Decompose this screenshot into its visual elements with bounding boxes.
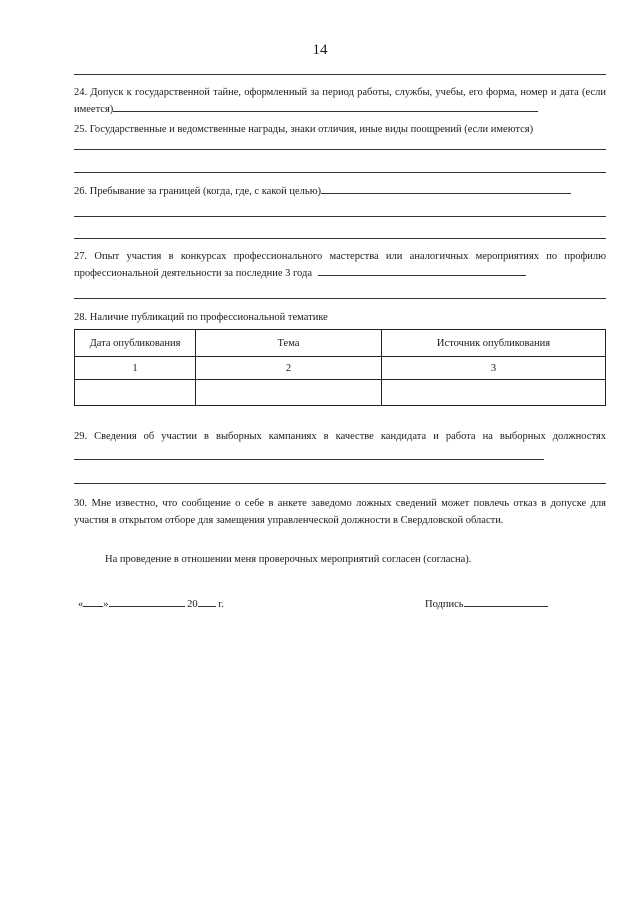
publications-table: [74, 329, 606, 406]
signature-label: Подпись: [425, 599, 464, 610]
item-29: [74, 426, 606, 468]
table-cell: 3: [382, 357, 606, 380]
item-24-text: 24. Допуск к государственной тайне, оформленный за период работы, службы, учебы, его форма, номер и дата (если имеется): [74, 87, 606, 115]
answer-line: [74, 74, 606, 75]
answer-line[interactable]: [321, 183, 571, 194]
page-number: 14: [312, 42, 328, 58]
table-header-source: Источник опубликования: [382, 330, 606, 357]
answer-line[interactable]: [74, 449, 544, 460]
item-28-text: 28. Наличие публикаций по профессиональной тематике: [74, 312, 328, 323]
signature-field: [425, 596, 548, 610]
consent-text: На проведение в отношении меня проверочных мероприятий согласен (согласна).: [105, 554, 472, 565]
table-header-row: [75, 330, 606, 357]
table-header-date: Дата опубликования: [75, 330, 196, 357]
year-suffix: г.: [218, 599, 224, 610]
answer-line[interactable]: [74, 238, 606, 239]
table-cell: 2: [196, 357, 382, 380]
month-line[interactable]: [109, 596, 185, 607]
year-line[interactable]: [198, 596, 216, 607]
day-line[interactable]: [83, 596, 103, 607]
item-29-text: 29. Сведения об участии в выборных кампаниях в качестве кандидата и работа на выборных должностях: [74, 431, 606, 442]
item-25-text: 25. Государственные и ведомственные награды, знаки отличия, иные виды поощрений (если имеются): [74, 124, 534, 135]
date-open-quote: «: [78, 599, 84, 610]
answer-line[interactable]: [74, 298, 606, 299]
table-cell[interactable]: [196, 380, 382, 406]
item-27: [74, 248, 606, 282]
answer-line[interactable]: [74, 149, 606, 150]
date-field: [78, 596, 224, 610]
item-26: [74, 183, 606, 200]
answer-line[interactable]: [74, 483, 606, 484]
table-row: [75, 380, 606, 406]
signature-line[interactable]: [464, 596, 548, 607]
table-cell[interactable]: [75, 380, 196, 406]
year-prefix: 20: [187, 599, 198, 610]
date-close-quote: »: [103, 599, 109, 610]
table-row: [75, 357, 606, 380]
table-header-topic: Тема: [196, 330, 382, 357]
table-cell: 1: [75, 357, 196, 380]
item-27-text: 27. Опыт участия в конкурсах профессионального мастерства или аналогичных мероприятиях по профилю профессиональной деятельности за последние 3 года: [74, 251, 606, 279]
answer-line[interactable]: [318, 265, 526, 276]
table-cell[interactable]: [382, 380, 606, 406]
item-24: [74, 84, 606, 118]
answer-line[interactable]: [74, 216, 606, 217]
item-26-text: 26. Пребывание за границей (когда, где, с какой целью): [74, 186, 322, 197]
item-30-text: 30. Мне известно, что сообщение о себе в анкете заведомо ложных сведений может повлечь отказ в допуске для участия в открытом отборе для замещения управленческой должности в Свердловской области.: [74, 498, 606, 526]
answer-line[interactable]: [74, 172, 606, 173]
answer-line[interactable]: [113, 101, 538, 112]
